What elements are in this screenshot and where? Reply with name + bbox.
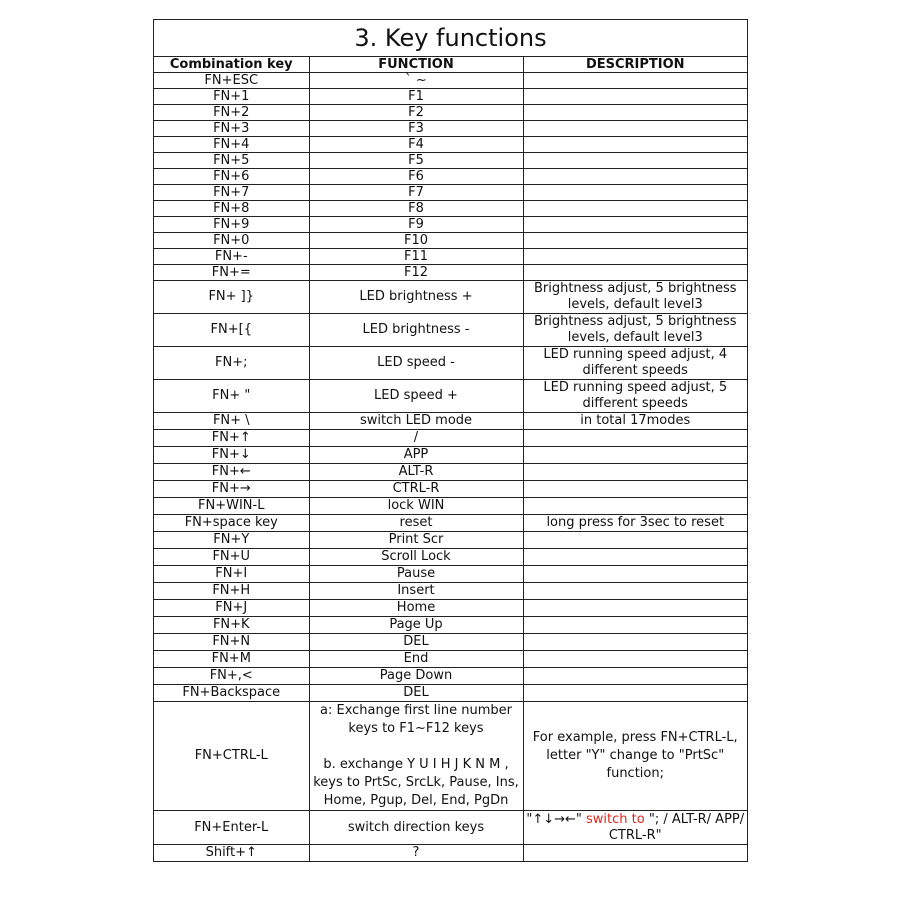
combination-key-cell: FN+ ]} <box>154 281 309 314</box>
function-cell: lock WIN <box>309 498 523 515</box>
table-row <box>154 73 747 89</box>
table-row <box>154 515 747 532</box>
table-row <box>154 549 747 566</box>
combination-key-cell: FN+Y <box>154 532 309 549</box>
table-row <box>154 137 747 153</box>
description-cell <box>523 249 747 265</box>
description-cell <box>523 481 747 498</box>
combination-key-cell: FN+3 <box>154 121 309 137</box>
description-cell <box>523 105 747 121</box>
combination-key-cell: FN+N <box>154 634 309 651</box>
key-functions-document <box>153 19 748 862</box>
table-row <box>154 265 747 281</box>
function-cell: a: Exchange first line number keys to F1~F12 keys b. exchange Y U I H J K N M , keys to PrtSc, SrcLk, Pause, Ins, Home, Pgup, Del, End, PgDn <box>309 702 523 811</box>
description-cell <box>523 498 747 515</box>
function-cell: F3 <box>309 121 523 137</box>
function-cell: ALT-R <box>309 464 523 481</box>
description-cell <box>523 89 747 105</box>
combination-key-cell: FN+7 <box>154 185 309 201</box>
key-functions-table <box>154 57 747 861</box>
table-row <box>154 845 747 862</box>
description-cell <box>523 617 747 634</box>
description-cell: For example, press FN+CTRL-L, letter "Y" change to "PrtSc" function; <box>523 702 747 811</box>
description-cell: Brightness adjust, 5 brightness levels, default level3 <box>523 281 747 314</box>
combination-key-cell: FN+↓ <box>154 447 309 464</box>
description-cell: long press for 3sec to reset <box>523 515 747 532</box>
description-cell <box>523 430 747 447</box>
function-cell: ` ~ <box>309 73 523 89</box>
description-cell <box>523 549 747 566</box>
function-cell: DEL <box>309 685 523 702</box>
table-row <box>154 380 747 413</box>
table-row <box>154 498 747 515</box>
combination-key-cell: FN+9 <box>154 217 309 233</box>
combination-key-cell: FN+M <box>154 651 309 668</box>
description-cell <box>523 169 747 185</box>
combination-key-cell: FN+- <box>154 249 309 265</box>
combination-key-cell: FN+↑ <box>154 430 309 447</box>
description-cell <box>523 583 747 600</box>
function-cell: F7 <box>309 185 523 201</box>
table-row <box>154 121 747 137</box>
function-cell: End <box>309 651 523 668</box>
combination-key-cell: FN+8 <box>154 201 309 217</box>
combination-key-cell: FN+I <box>154 566 309 583</box>
function-cell: reset <box>309 515 523 532</box>
function-cell: F6 <box>309 169 523 185</box>
combination-key-cell: Shift+↑ <box>154 845 309 862</box>
table-row <box>154 651 747 668</box>
combination-key-cell: FN+ESC <box>154 73 309 89</box>
table-row <box>154 413 747 430</box>
function-cell: F8 <box>309 201 523 217</box>
description-cell <box>523 137 747 153</box>
table-row <box>154 105 747 121</box>
function-cell: ? <box>309 845 523 862</box>
description-cell <box>523 201 747 217</box>
function-cell: / <box>309 430 523 447</box>
combination-key-cell: FN+ \ <box>154 413 309 430</box>
description-cell <box>523 73 747 89</box>
combination-key-cell: FN+K <box>154 617 309 634</box>
description-cell <box>523 532 747 549</box>
description-cell: LED running speed adjust, 5 different speeds <box>523 380 747 413</box>
function-cell: DEL <box>309 634 523 651</box>
combination-key-cell: FN+J <box>154 600 309 617</box>
table-row <box>154 447 747 464</box>
combination-key-cell: FN+4 <box>154 137 309 153</box>
description-highlight: switch to <box>586 811 645 827</box>
description-cell <box>523 668 747 685</box>
function-cell: Home <box>309 600 523 617</box>
function-cell: F9 <box>309 217 523 233</box>
table-row <box>154 185 747 201</box>
combination-key-cell: FN+1 <box>154 89 309 105</box>
description-cell <box>523 265 747 281</box>
description-cell <box>523 447 747 464</box>
combination-key-cell: FN+= <box>154 265 309 281</box>
table-row <box>154 566 747 583</box>
combination-key-cell: FN+,< <box>154 668 309 685</box>
description-cell <box>523 566 747 583</box>
function-cell: APP <box>309 447 523 464</box>
combination-key-cell: FN+Enter-L <box>154 811 309 845</box>
combination-key-cell: FN+CTRL-L <box>154 702 309 811</box>
combination-key-cell: FN+[{ <box>154 314 309 347</box>
header-combination-key: Combination key <box>154 57 309 73</box>
function-cell: LED speed + <box>309 380 523 413</box>
description-cell <box>523 685 747 702</box>
description-cell <box>523 464 747 481</box>
function-cell: Page Down <box>309 668 523 685</box>
function-cell: F10 <box>309 233 523 249</box>
combination-key-cell: FN+WIN-L <box>154 498 309 515</box>
description-text: "↑↓→←" <box>526 811 587 827</box>
function-cell: F1 <box>309 89 523 105</box>
table-header-row <box>154 57 747 73</box>
table-row <box>154 668 747 685</box>
table-row <box>154 617 747 634</box>
description-cell <box>523 600 747 617</box>
table-row <box>154 169 747 185</box>
combination-key-cell: FN+H <box>154 583 309 600</box>
function-cell: Pause <box>309 566 523 583</box>
function-cell: F2 <box>309 105 523 121</box>
table-row <box>154 702 747 811</box>
function-cell: switch direction keys <box>309 811 523 845</box>
description-cell <box>523 651 747 668</box>
table-row <box>154 314 747 347</box>
description-cell <box>523 185 747 201</box>
combination-key-cell: FN+→ <box>154 481 309 498</box>
combination-key-cell: FN+ " <box>154 380 309 413</box>
table-row <box>154 233 747 249</box>
table-row <box>154 153 747 169</box>
description-cell: Brightness adjust, 5 brightness levels, default level3 <box>523 314 747 347</box>
table-row <box>154 634 747 651</box>
function-cell: F11 <box>309 249 523 265</box>
function-cell: LED speed - <box>309 347 523 380</box>
table-row <box>154 464 747 481</box>
description-cell: LED running speed adjust, 4 different speeds <box>523 347 747 380</box>
table-row <box>154 281 747 314</box>
function-cell: Page Up <box>309 617 523 634</box>
table-row <box>154 583 747 600</box>
table-row <box>154 347 747 380</box>
description-cell <box>523 217 747 233</box>
description-cell <box>523 153 747 169</box>
function-cell: CTRL-R <box>309 481 523 498</box>
combination-key-cell: FN+5 <box>154 153 309 169</box>
function-cell: F12 <box>309 265 523 281</box>
description-text: "; / ALT-R/ APP/ CTRL-R" <box>608 811 745 843</box>
combination-key-cell: FN+U <box>154 549 309 566</box>
table-row <box>154 201 747 217</box>
combination-key-cell: FN+2 <box>154 105 309 121</box>
page-title: 3. Key functions <box>154 20 747 57</box>
table-row <box>154 481 747 498</box>
function-cell: F5 <box>309 153 523 169</box>
combination-key-cell: FN+; <box>154 347 309 380</box>
function-cell: LED brightness - <box>309 314 523 347</box>
header-description: DESCRIPTION <box>523 57 747 73</box>
table-row <box>154 685 747 702</box>
function-cell: F4 <box>309 137 523 153</box>
header-function: FUNCTION <box>309 57 523 73</box>
function-cell: Print Scr <box>309 532 523 549</box>
combination-key-cell: FN+0 <box>154 233 309 249</box>
description-cell: in total 17modes <box>523 413 747 430</box>
combination-key-cell: FN+space key <box>154 515 309 532</box>
description-cell <box>523 845 747 862</box>
description-cell <box>523 233 747 249</box>
combination-key-cell: FN+Backspace <box>154 685 309 702</box>
function-cell: Insert <box>309 583 523 600</box>
description-cell <box>523 811 747 845</box>
combination-key-cell: FN+6 <box>154 169 309 185</box>
table-row <box>154 600 747 617</box>
function-cell: switch LED mode <box>309 413 523 430</box>
table-row <box>154 532 747 549</box>
function-cell: Scroll Lock <box>309 549 523 566</box>
description-cell <box>523 121 747 137</box>
table-row <box>154 430 747 447</box>
table-row <box>154 217 747 233</box>
function-cell: LED brightness + <box>309 281 523 314</box>
table-row <box>154 811 747 845</box>
description-cell <box>523 634 747 651</box>
table-row <box>154 249 747 265</box>
combination-key-cell: FN+← <box>154 464 309 481</box>
table-row <box>154 89 747 105</box>
